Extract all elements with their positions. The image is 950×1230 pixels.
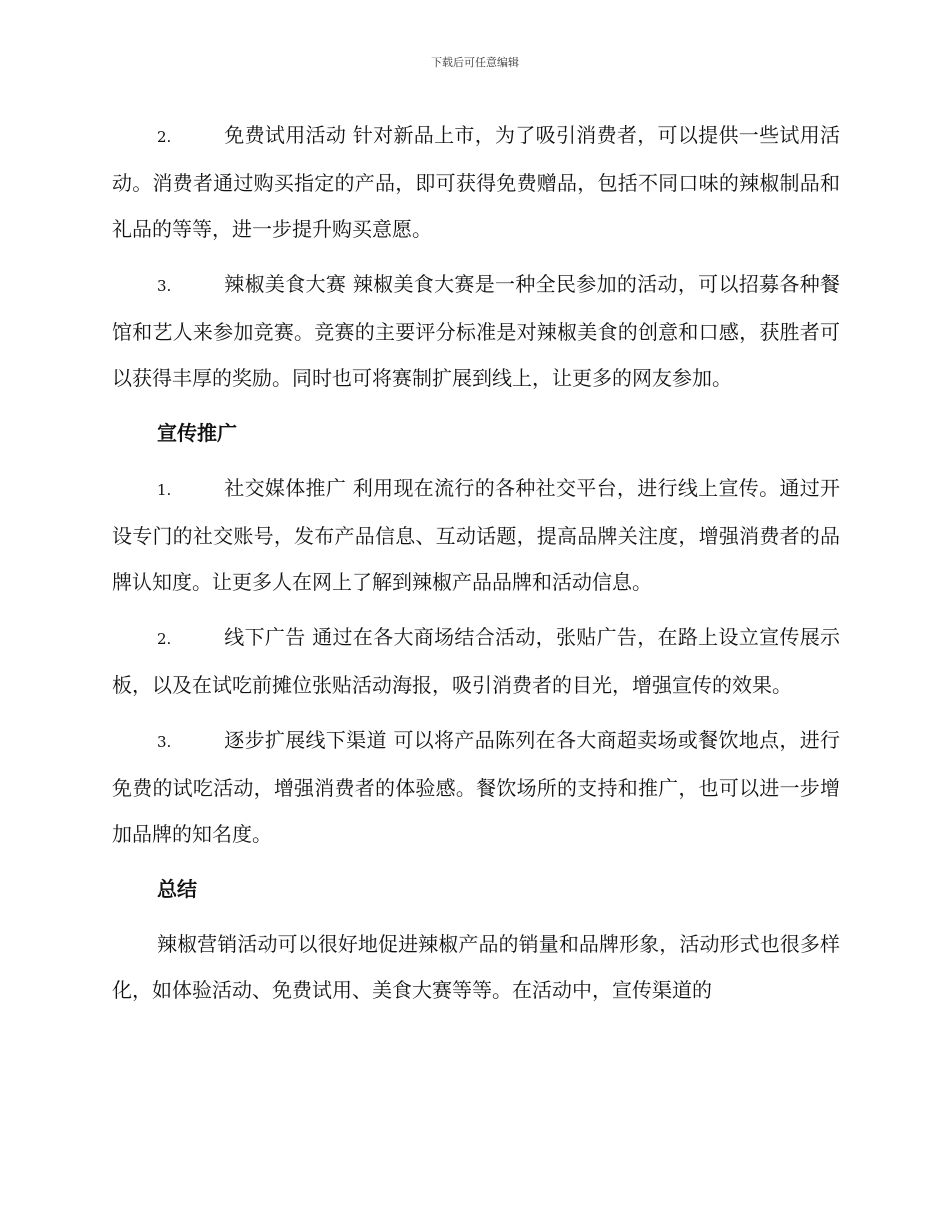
item-number: 1. <box>157 481 172 499</box>
list-item-offline-channels <box>112 717 840 857</box>
summary-paragraph: 辣椒营销活动可以很好地促进辣椒产品的销量和品牌形象，活动形式也很多样化，如体验活动、免费试用、美食大赛等等。在活动中，宣传渠道的 <box>112 932 840 1002</box>
item-body: 辣椒美食大赛是一种全民参加的活动，可以招募各种餐馆和艺人来参加竞赛。竞赛的主要评分标准是对辣椒美食的创意和口感，获胜者可以获得丰厚的奖励。同时也可将赛制扩展到线上，让更多的网友参加。 <box>112 272 841 390</box>
section-heading-promotion: 宣传推广 <box>157 421 237 445</box>
page-header: 下载后可任意编辑 <box>431 56 519 69</box>
document-body <box>112 112 840 1022</box>
section-heading-summary: 总结 <box>157 877 197 901</box>
list-item-food-contest <box>112 261 840 401</box>
item-body: 可以将产品陈列在各大商超卖场或餐饮地点，进行免费的试吃活动，增强消费者的体验感。餐饮场所的支持和推广，也可以进一步增加品牌的知名度。 <box>112 728 841 846</box>
item-title: 辣椒美食大赛 <box>224 272 347 296</box>
item-title: 线下广告 <box>224 625 306 649</box>
item-title: 免费试用活动 <box>224 123 347 147</box>
item-number: 2. <box>157 630 172 648</box>
item-number: 3. <box>157 277 172 295</box>
item-body: 利用现在流行的各种社交平台，进行线上宣传。通过开设专门的社交账号，发布产品信息、互动话题，提高品牌关注度，增强消费者的品牌认知度。让更多人在网上了解到辣椒产品品牌和活动信息。 <box>112 476 841 594</box>
item-body: 通过在各大商场结合活动，张贴广告，在路上设立宣传展示板，以及在试吃前摊位张贴活动海报，吸引消费者的目光，增强宣传的效果。 <box>112 625 841 697</box>
item-body: 针对新品上市，为了吸引消费者，可以提供一些试用活动。消费者通过购买指定的产品，即可获得免费赠品，包括不同口味的辣椒制品和礼品的等等，进一步提升购买意愿。 <box>112 123 841 241</box>
list-item-offline-ads <box>112 614 840 708</box>
list-item-social-media <box>112 465 840 605</box>
list-item-free-trial <box>112 112 840 252</box>
item-title: 逐步扩展线下渠道 <box>224 728 387 752</box>
item-number: 2. <box>157 128 172 146</box>
item-number: 3. <box>157 733 172 751</box>
item-title: 社交媒体推广 <box>224 476 347 500</box>
